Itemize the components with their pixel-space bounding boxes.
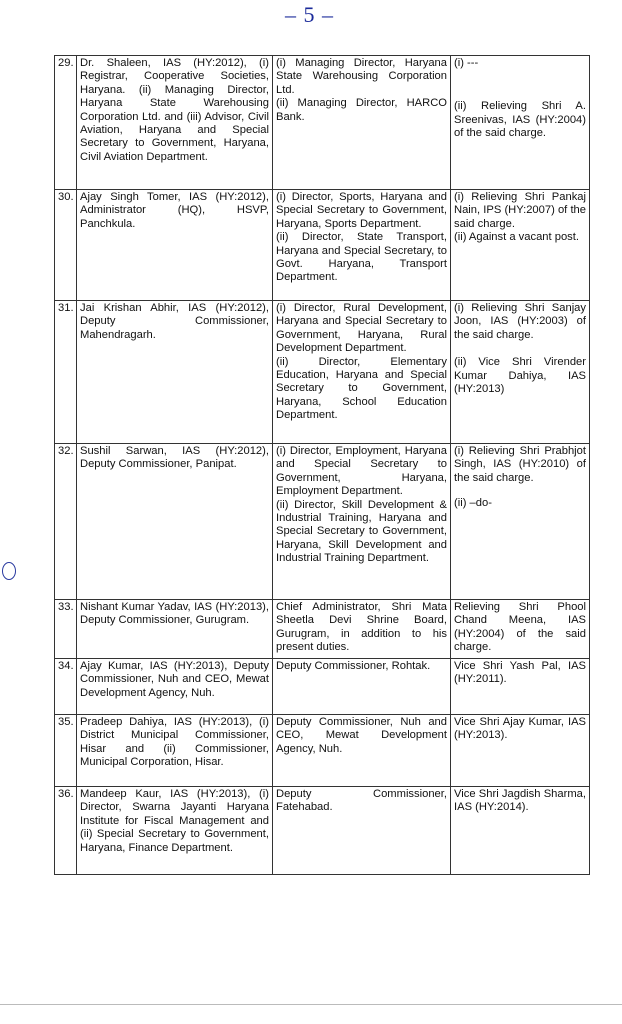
officer-cell: Nishant Kumar Yadav, IAS (HY:2013), Deputy Commissioner, Gurugram.	[77, 600, 273, 659]
officer-cell: Sushil Sarwan, IAS (HY:2012), Deputy Commissioner, Panipat.	[77, 444, 273, 600]
remarks-cell	[451, 190, 590, 301]
remarks-item: (i) Relieving Shri Pankaj Nain, IPS (HY:2007) of the said charge.	[454, 191, 586, 230]
posting-item: (i) Managing Director, Haryana State Warehousing Corporation Ltd.	[276, 57, 447, 96]
table-row	[55, 444, 590, 600]
posting-item: Chief Administrator, Shri Mata Sheetla Devi Shrine Board, Gurugram, in addition to his present duties.	[276, 601, 447, 654]
posting-item: (ii) Director, Skill Development & Industrial Training, Haryana and Special Secretary to Government, Haryana, Skill Development and Industrial Training Department.	[276, 498, 447, 565]
remarks-cell	[451, 301, 590, 444]
officer-cell: Pradeep Dahiya, IAS (HY:2013), (i) District Municipal Commissioner, Hisar and (ii) Commissioner, Municipal Corporation, Hisar.	[77, 715, 273, 787]
serial-number: 36.	[55, 787, 77, 875]
remarks-item: (i) Relieving Shri Prabhjot Singh, IAS (HY:2010) of the said charge.	[454, 445, 586, 484]
margin-annotation-mark	[2, 562, 16, 580]
posting-cell	[273, 659, 451, 715]
remarks-item: (ii) Vice Shri Virender Kumar Dahiya, IAS (HY:2013)	[454, 356, 586, 396]
posting-cell	[273, 715, 451, 787]
table-row	[55, 190, 590, 301]
remarks-cell	[451, 715, 590, 787]
remarks-cell	[451, 444, 590, 600]
posting-item: (i) Director, Employment, Haryana and Special Secretary to Government, Haryana, Employment Department.	[276, 445, 447, 498]
serial-number: 30.	[55, 190, 77, 301]
table-row	[55, 659, 590, 715]
remarks-item: (ii) Relieving Shri A. Sreenivas, IAS (HY:2004) of the said charge.	[454, 100, 586, 140]
posting-item: (ii) Director, State Transport, Haryana and Special Secretary, to Govt. Haryana, Transport Department.	[276, 231, 447, 284]
officer-cell: Dr. Shaleen, IAS (HY:2012), (i) Registrar, Cooperative Societies, Haryana. (ii) Managing Director, Haryana State Warehousing Corporation Ltd. and (iii) Advisor, Civil Aviation, Haryana and Special Secretary to Government, Haryana, Civil Aviation Department.	[77, 56, 273, 190]
remarks-item: (ii) –do-	[454, 497, 492, 510]
posting-item: Deputy Commissioner, Nuh and CEO, Mewat Development Agency, Nuh.	[276, 716, 447, 755]
remarks-item: Relieving Shri Phool Chand Meena, IAS (HY:2004) of the said charge.	[454, 601, 586, 654]
remarks-item: Vice Shri Yash Pal, IAS (HY:2011).	[454, 660, 586, 686]
posting-item: Deputy Commissioner, Rohtak.	[276, 660, 431, 672]
officer-cell: Ajay Singh Tomer, IAS (HY:2012), Administrator (HQ), HSVP, Panchkula.	[77, 190, 273, 301]
posting-cell	[273, 301, 451, 444]
remarks-item: (i) ---	[454, 57, 479, 69]
posting-cell	[273, 190, 451, 301]
posting-cell	[273, 787, 451, 875]
officer-cell: Ajay Kumar, IAS (HY:2013), Deputy Commissioner, Nuh and CEO, Mewat Development Agency, Nuh.	[77, 659, 273, 715]
page-bottom-edge	[0, 1004, 622, 1005]
officer-cell: Mandeep Kaur, IAS (HY:2013), (i) Director, Swarna Jayanti Haryana Institute for Fiscal Management and (ii) Special Secretary to Government, Haryana, Finance Department.	[77, 787, 273, 875]
posting-item: (i) Director, Rural Development, Haryana and Special Secretary to Government, Haryana, Rural Development Department.	[276, 302, 447, 355]
posting-item: (i) Director, Sports, Haryana and Special Secretary to Government, Haryana, Sports Department.	[276, 191, 447, 230]
serial-number: 33.	[55, 600, 77, 659]
serial-number: 32.	[55, 444, 77, 600]
remarks-cell	[451, 659, 590, 715]
posting-item: (ii) Managing Director, HARCO Bank.	[276, 97, 447, 123]
posting-item: Deputy Commissioner, Fatehabad.	[276, 788, 447, 814]
table-row	[55, 56, 590, 190]
table-row	[55, 301, 590, 444]
serial-number: 31.	[55, 301, 77, 444]
remarks-item: (ii) Against a vacant post.	[454, 231, 579, 244]
remarks-item: Vice Shri Ajay Kumar, IAS (HY:2013).	[454, 716, 586, 742]
remarks-item: Vice Shri Jagdish Sharma, IAS (HY:2014).	[454, 788, 586, 814]
posting-cell	[273, 444, 451, 600]
remarks-cell	[451, 56, 590, 190]
officer-cell: Jai Krishan Abhir, IAS (HY:2012), Deputy Commissioner, Mahendragarh.	[77, 301, 273, 444]
table-row	[55, 787, 590, 875]
serial-number: 34.	[55, 659, 77, 715]
remarks-cell	[451, 787, 590, 875]
table-row	[55, 715, 590, 787]
posting-cell	[273, 600, 451, 659]
posting-cell	[273, 56, 451, 190]
remarks-cell	[451, 600, 590, 659]
serial-number: 29.	[55, 56, 77, 190]
serial-number: 35.	[55, 715, 77, 787]
table-row	[55, 600, 590, 659]
posting-orders-table	[54, 55, 590, 875]
remarks-item: (i) Relieving Shri Sanjay Joon, IAS (HY:2003) of the said charge.	[454, 302, 586, 341]
page-number: – 5 –	[285, 2, 334, 27]
posting-item: (ii) Director, Elementary Education, Haryana and Special Secretary to Government, Haryana, School Education Department.	[276, 355, 447, 422]
